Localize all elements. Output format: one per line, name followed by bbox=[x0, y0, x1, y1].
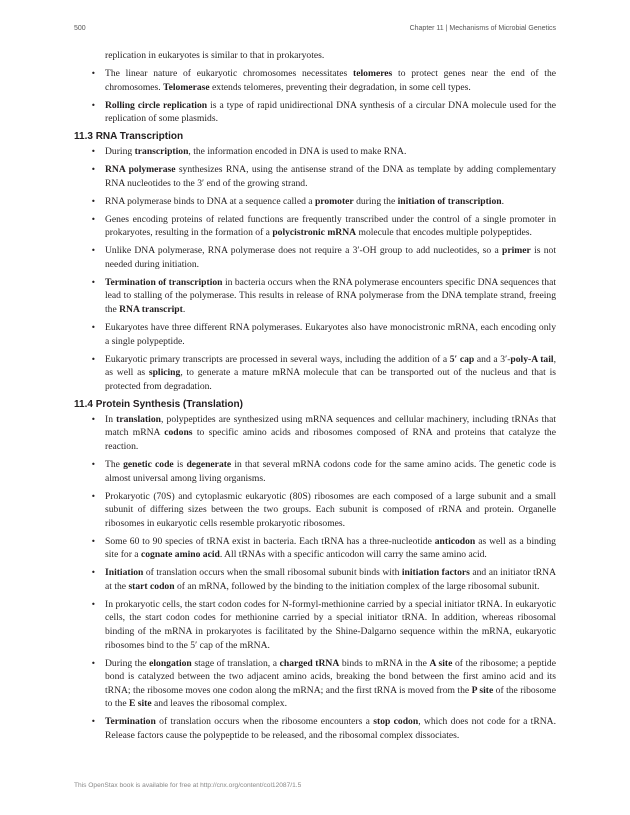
text-run: and leaves the ribosomal complex. bbox=[151, 698, 287, 710]
text-run: in bacteria occurs when the RNA polymerase encounters specific DNA sequences that lead to stalling of the polymerase. This results in release of RNA polymerase from the DNA template strand, freeing the bbox=[105, 276, 556, 316]
bold-term: telomeres bbox=[353, 67, 393, 79]
text-run: as well as a binding site for a bbox=[105, 535, 556, 561]
text-run: , as well as bbox=[105, 353, 556, 379]
bold-term: start codon bbox=[128, 580, 175, 592]
bullet-item bbox=[74, 353, 556, 394]
bold-term: polycistronic mRNA bbox=[272, 227, 357, 239]
bold-term: promoter bbox=[314, 195, 354, 207]
text-run: Some 60 to 90 species of tRNA exist in bacteria. Each tRNA has a three-nucleotide bbox=[105, 535, 435, 547]
bullet-item-telomeres bbox=[74, 67, 556, 94]
bold-term: splicing bbox=[148, 367, 181, 379]
text-run: is not needed during initiation. bbox=[105, 245, 556, 270]
text-run: . bbox=[501, 195, 504, 207]
bullet-item bbox=[74, 276, 556, 317]
text-run: Prokaryotic (70S) and cytoplasmic eukaryotic (80S) ribosomes are each composed of a large subunit and a small subunit of differing sizes between the two groups. Each subunit is composed of rRNA and protein. Organelle ribosomes in eukaryotic cells resemble prokaryotic ribosomes. bbox=[105, 490, 556, 529]
bold-term: E site bbox=[128, 698, 152, 710]
text-run: during the bbox=[353, 195, 398, 207]
bullet-item bbox=[74, 213, 556, 240]
text-run: extends telomeres, preventing their degradation, in some cell types. bbox=[209, 81, 471, 93]
text-run: to specific amino acids and ribosomes composed of RNA and proteins that catalyze the reaction. bbox=[105, 427, 556, 452]
text-run: , polypeptides are synthesized using mRNA sequences and cellular machinery, including tRNAs that match mRNA bbox=[105, 413, 557, 439]
text-run: Genes encoding proteins of related functions are frequently transcribed under the control of a single promoter in prokaryotes, resulting in the formation of a bbox=[105, 213, 556, 239]
text-run: is bbox=[173, 458, 187, 470]
text-run: of translation occurs when the ribosome encounters a bbox=[155, 716, 374, 728]
bullet-item bbox=[74, 598, 556, 652]
text-run: Eukaryotic primary transcripts are processed in several ways, including the addition of a bbox=[105, 353, 450, 365]
page-footer: This OpenStax book is available for free at http://cnx.org/content/col12087/1.5 bbox=[74, 782, 302, 789]
text-run: RNA polymerase binds to DNA at a sequence called a bbox=[105, 195, 315, 207]
bold-term: transcription bbox=[134, 146, 189, 158]
bullet-item bbox=[74, 195, 556, 209]
bold-term: Termination of transcription bbox=[105, 276, 223, 288]
text-run: and an initiator tRNA at the bbox=[105, 567, 556, 592]
bullet-item bbox=[74, 163, 556, 190]
text-run: of translation occurs when the small ribosomal subunit binds with bbox=[143, 567, 402, 579]
bold-term: stop codon bbox=[373, 716, 419, 728]
bullet-item bbox=[74, 535, 556, 562]
bullet-item bbox=[74, 657, 556, 711]
text-run: . bbox=[182, 304, 186, 316]
text-run: . All tRNAs with a specific anticodon will carry the same amino acid. bbox=[219, 549, 487, 561]
bullet-item bbox=[74, 715, 556, 742]
page-content bbox=[74, 49, 556, 747]
bold-term: cognate amino acid bbox=[140, 549, 220, 561]
bullet-item bbox=[74, 566, 556, 593]
chapter-title: Chapter 11 | Mechanisms of Microbial Genetics bbox=[409, 25, 556, 32]
bullet-item bbox=[74, 490, 556, 531]
text-run: Eukaryotes have three different RNA polymerases. Eukaryotes also have monocistronic mRNA, each encoding only a single polypeptide. bbox=[105, 322, 556, 347]
bold-term: poly-A tail bbox=[510, 353, 554, 365]
bullet-list-rna-transcription bbox=[74, 145, 556, 393]
bold-term: RNA polymerase bbox=[105, 164, 176, 176]
text-run: Unlike DNA polymerase, RNA polymerase does not require a 3′-OH group to add nucleotides, so a bbox=[105, 245, 503, 257]
bold-term: Telomerase bbox=[163, 81, 210, 93]
text-run: to protect genes near the end of the chromosomes. bbox=[105, 67, 557, 93]
bold-term: elongation bbox=[149, 657, 192, 669]
text-run: of the ribosome; a peptide bond is catalyzed between the two adjacent amino acids, breaking the bond between the first amino acid and its tRNA; the ribosome moves one codon along the mRNA; and the first tRNA is moved from the bbox=[105, 657, 556, 696]
text-run: and a 3′- bbox=[474, 353, 511, 365]
bullet-item bbox=[74, 458, 556, 485]
bold-term: genetic code bbox=[123, 458, 174, 470]
bullet-item-rolling-circle bbox=[74, 99, 556, 126]
text-run: In prokaryotic cells, the start codon codes for N-formyl-methionine carried by a special initiator tRNA. In eukaryotic cells, the start codon codes for methionine carried by a special initiator tRNA. In addition, whereas ribosomal binding of the mRNA in prokaryotes is facilitated by the Shine-Dalgarno sequence within the mRNA, eukaryotic ribosomes bind to the 5′ cap of the mRNA. bbox=[105, 598, 556, 651]
bullet-list-top bbox=[74, 67, 556, 126]
bold-term: anticodon bbox=[434, 535, 476, 547]
text-run: The linear nature of eukaryotic chromosomes necessitates bbox=[105, 67, 354, 79]
text-run: replication in eukaryotes is similar to that in prokaryotes. bbox=[105, 50, 325, 61]
page-number: 500 bbox=[74, 25, 86, 32]
text-run: The bbox=[105, 458, 124, 470]
bold-term: Initiation bbox=[105, 567, 144, 579]
bullet-item bbox=[74, 413, 556, 454]
page-header bbox=[74, 25, 556, 37]
bold-term: initiation of transcription bbox=[397, 195, 502, 207]
bold-term: Termination bbox=[105, 716, 156, 728]
text-run: stage of translation, a bbox=[191, 657, 280, 669]
text-run: During bbox=[105, 146, 135, 158]
bold-term: 5′ cap bbox=[449, 353, 475, 365]
text-run: , the information encoded in DNA is used to make RNA. bbox=[188, 146, 407, 158]
text-run: During the bbox=[105, 657, 150, 669]
bold-term: RNA transcript bbox=[119, 304, 183, 316]
continued-paragraph bbox=[105, 49, 556, 63]
text-run: is a type of rapid unidirectional DNA synthesis of a circular DNA molecule used for the replication of some plasmids. bbox=[105, 99, 557, 125]
bold-term: charged tRNA bbox=[279, 657, 340, 669]
bold-term: degenerate bbox=[186, 458, 232, 470]
bullet-list-protein-synthesis bbox=[74, 413, 556, 743]
text-run: , which does not code for a tRNA. Release factors cause the polypeptide to be released, and the ribosomal complex dissociates. bbox=[105, 716, 556, 741]
section-title-rna-transcription: 11.3 RNA Transcription bbox=[74, 131, 184, 143]
text-run: of an mRNA, followed by the binding to the initiation complex of the large ribosomal subunit. bbox=[174, 580, 540, 592]
bold-term: primer bbox=[502, 245, 531, 257]
text-run: of the ribosome to the bbox=[105, 684, 556, 710]
text-run: In bbox=[105, 413, 117, 425]
bold-term: P site bbox=[471, 684, 494, 696]
text-run: molecule that encodes multiple polypeptides. bbox=[356, 227, 532, 239]
text-run: synthesizes RNA, using the antisense strand of the DNA as template by adding complementary RNA nucleotides to the 3′ end of the growing strand. bbox=[105, 164, 556, 189]
bold-term: A site bbox=[429, 657, 453, 669]
bullet-item bbox=[74, 145, 556, 159]
bold-term: translation bbox=[116, 413, 161, 425]
bullet-item bbox=[74, 244, 556, 271]
bold-term: Rolling circle replication bbox=[105, 99, 208, 111]
text-run: , to generate a mature mRNA molecule that can be transported out of the nucleus and that is protected from degradation. bbox=[105, 367, 556, 392]
text-run: binds to mRNA in the bbox=[339, 657, 430, 669]
bullet-item bbox=[74, 321, 556, 348]
text-run: in that several mRNA codons code for the same amino acids. The genetic code is almost universal among living organisms. bbox=[105, 458, 556, 484]
bold-term: codons bbox=[164, 427, 193, 439]
bold-term: initiation factors bbox=[401, 567, 470, 579]
section-title-protein-synthesis: 11.4 Protein Synthesis (Translation) bbox=[74, 398, 243, 410]
